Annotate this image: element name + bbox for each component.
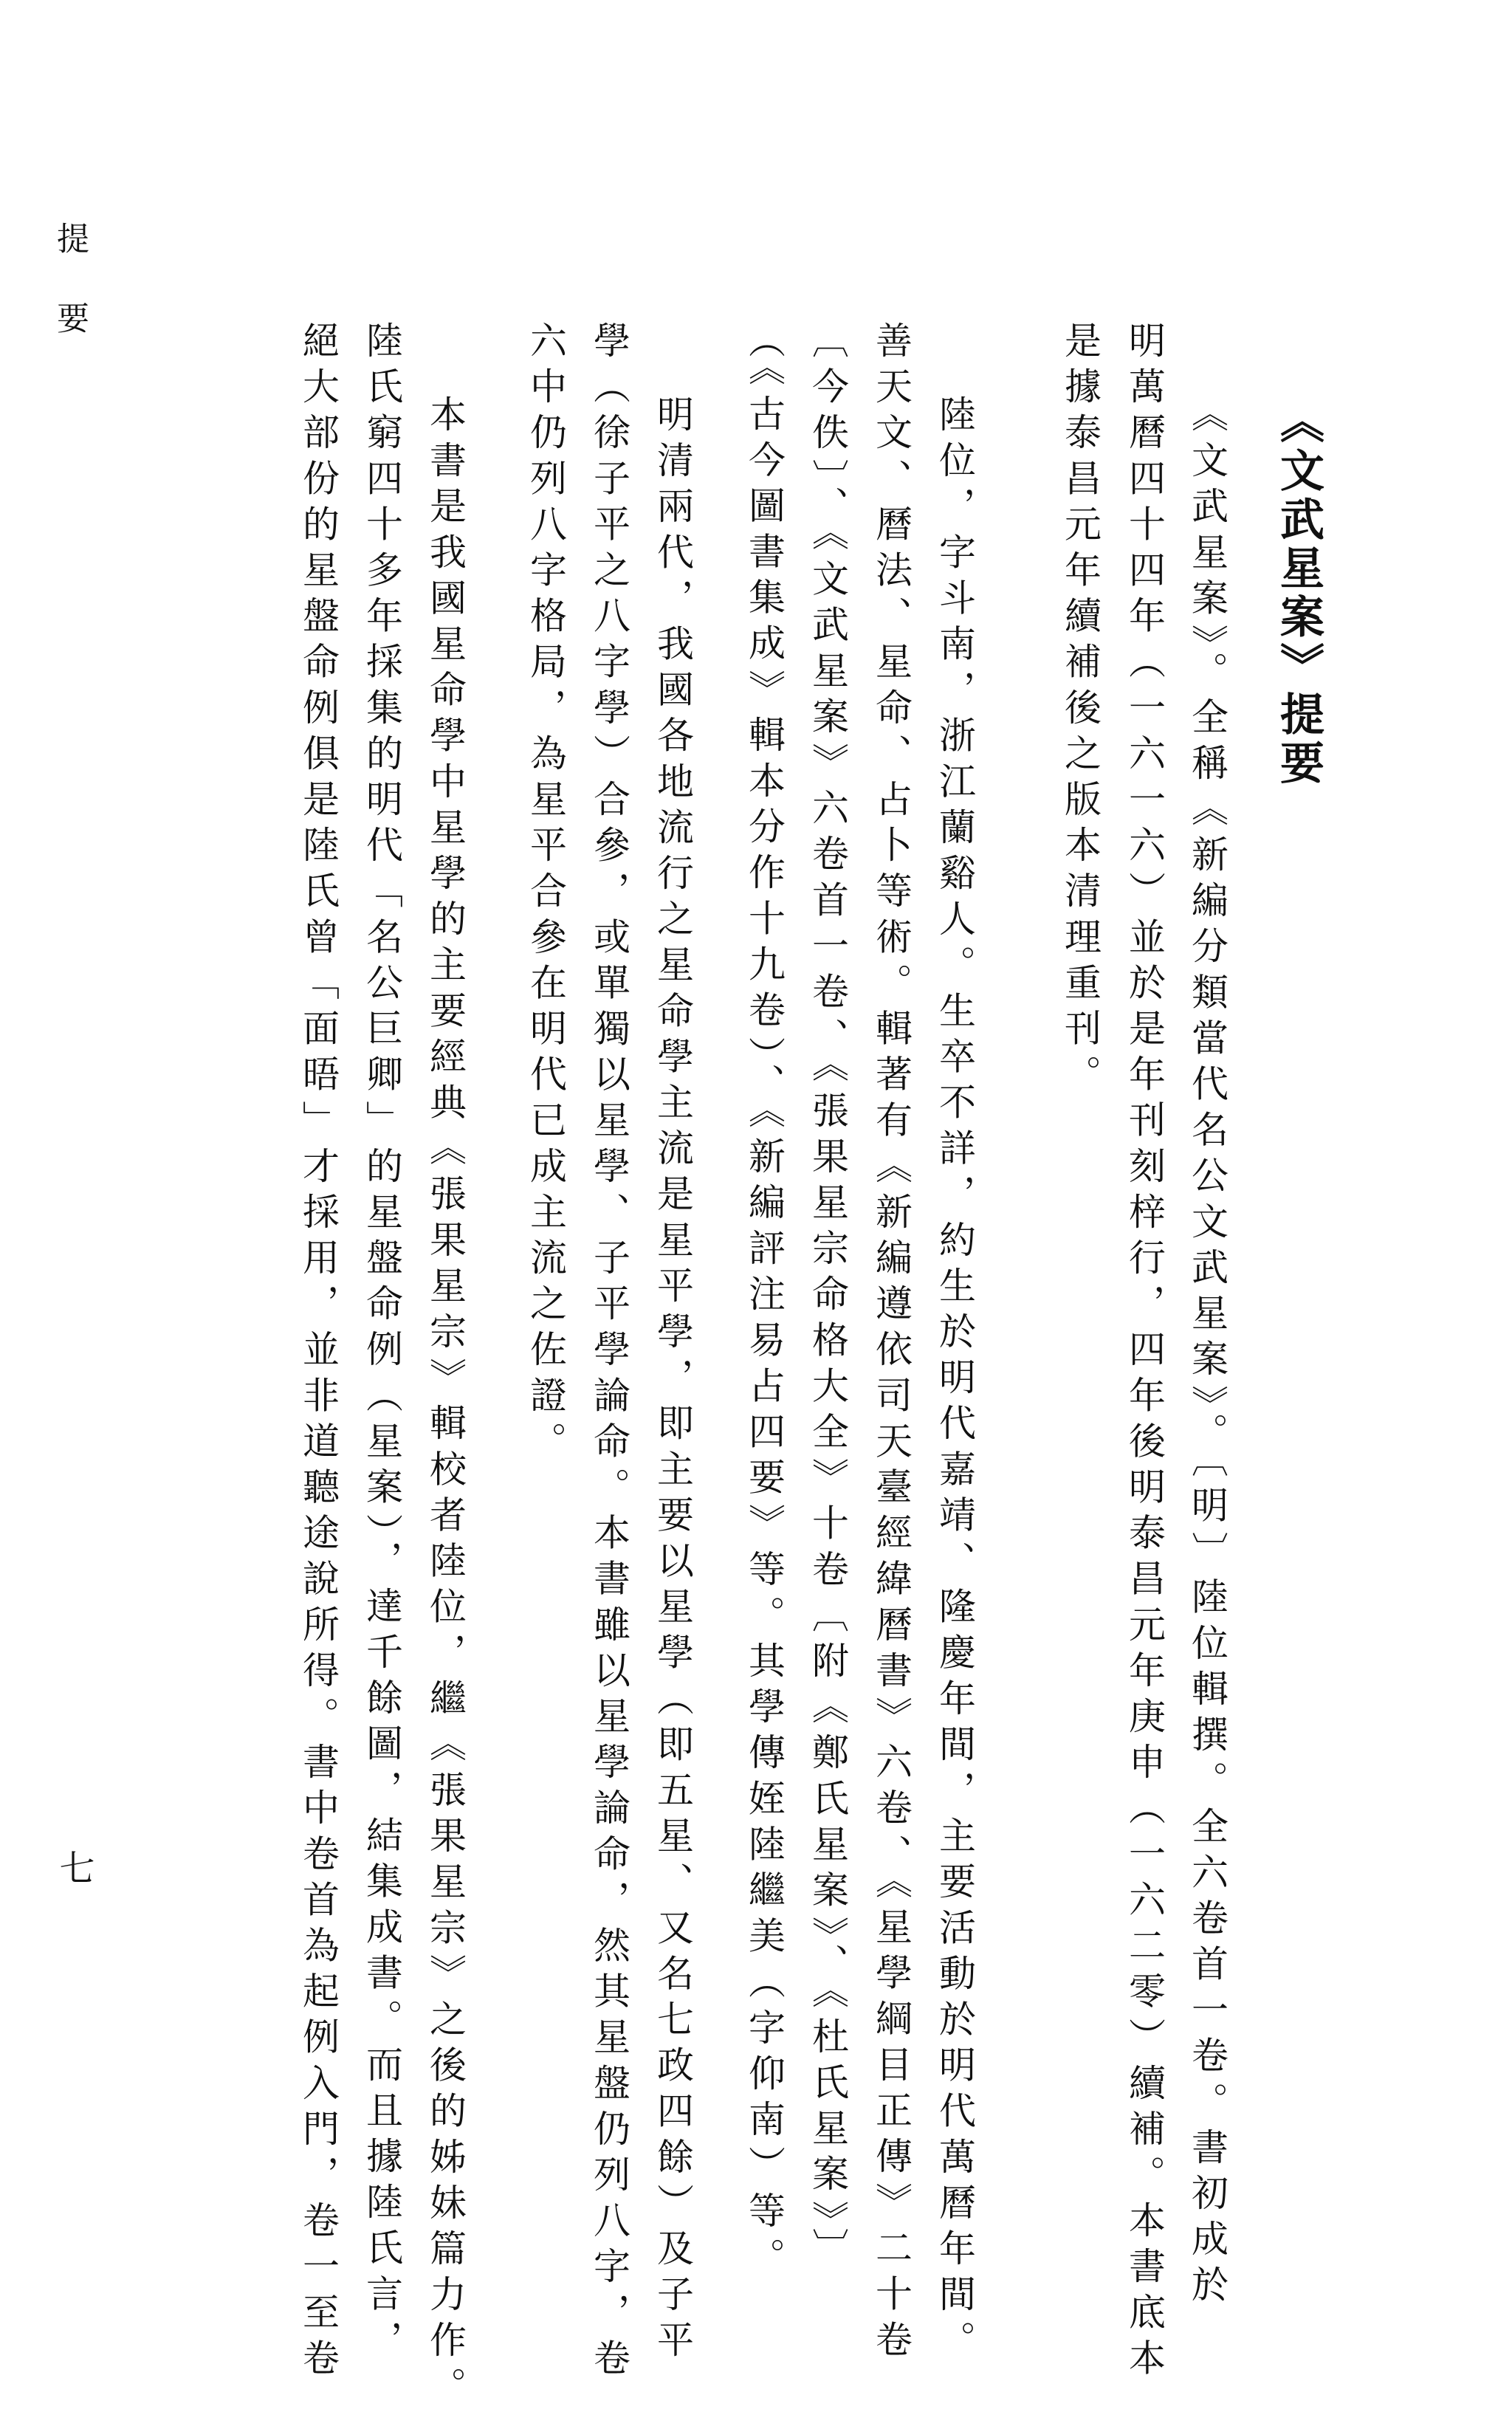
text-column: 善天文、曆法、星命、占卜等術。輯著有《新編遵依司天臺經緯曆書》六卷、《星學綱目正傳》二十卷 [870, 321, 913, 2366]
text-column: 明萬曆四十四年（一六一六）並於是年刊刻梓行，四年後明泰昌元年庚申（一六二零）續補。本書底本 [1123, 321, 1166, 2385]
page-number: 七 [53, 1849, 94, 1885]
text-column: 絕大部份的星盤命例俱是陸氏曾「面晤」才採用，並非道聽途說所得。書中卷首為起例入門，卷一至卷 [297, 321, 340, 2385]
text-column: 《文武星案》。全稱《新編分類當代名公文武星案》。〔明〕陸位輯撰。全六卷首一卷。書初成於 [1186, 395, 1228, 2312]
text-column: 陸位，字斗南，浙江蘭谿人。生卒不詳，約生於明代嘉靖、隆慶年間，主要活動於明代萬曆年間。 [933, 395, 976, 2367]
text-column: 陸氏窮四十多年採集的明代「名公巨卿」的星盤命例（星案），達千餘圖，結集成書。而且據陸氏言， [360, 321, 403, 2366]
page-title: 《文武星案》提要 [1273, 399, 1324, 788]
text-column: 六中仍列八字格局，為星平合參在明代已成主流之佐證。 [524, 321, 567, 1468]
text-column: 是據泰昌元年續補後之版本清理重刊。 [1059, 321, 1102, 1101]
text-column: （《古今圖書集成》輯本分作十九卷）、《新編評注易占四要》等。其學傳姪陸繼美（字仰南）等。 [743, 321, 786, 2284]
text-column: 本書是我國星命學中星學的主要經典《張果星宗》輯校者陸位，繼《張果星宗》之後的姊妹篇力作。 [424, 395, 467, 2412]
running-head: 提要 [51, 221, 89, 381]
text-column: 明清兩代，我國各地流行之星命學主流是星平學，即主要以星學（即五星、又名七政四餘）及子平 [651, 395, 694, 2367]
text-column: 學（徐子平之八字學）合參，或單獨以星學、子平學論命。本書雖以星學論命，然其星盤仍列八字，卷 [588, 321, 630, 2385]
text-column: 〔今佚〕、《文武星案》六卷首一卷、《張果星宗命格大全》十卷〔附《鄭氏星案》、《杜氏星案》〕 [806, 321, 849, 2274]
